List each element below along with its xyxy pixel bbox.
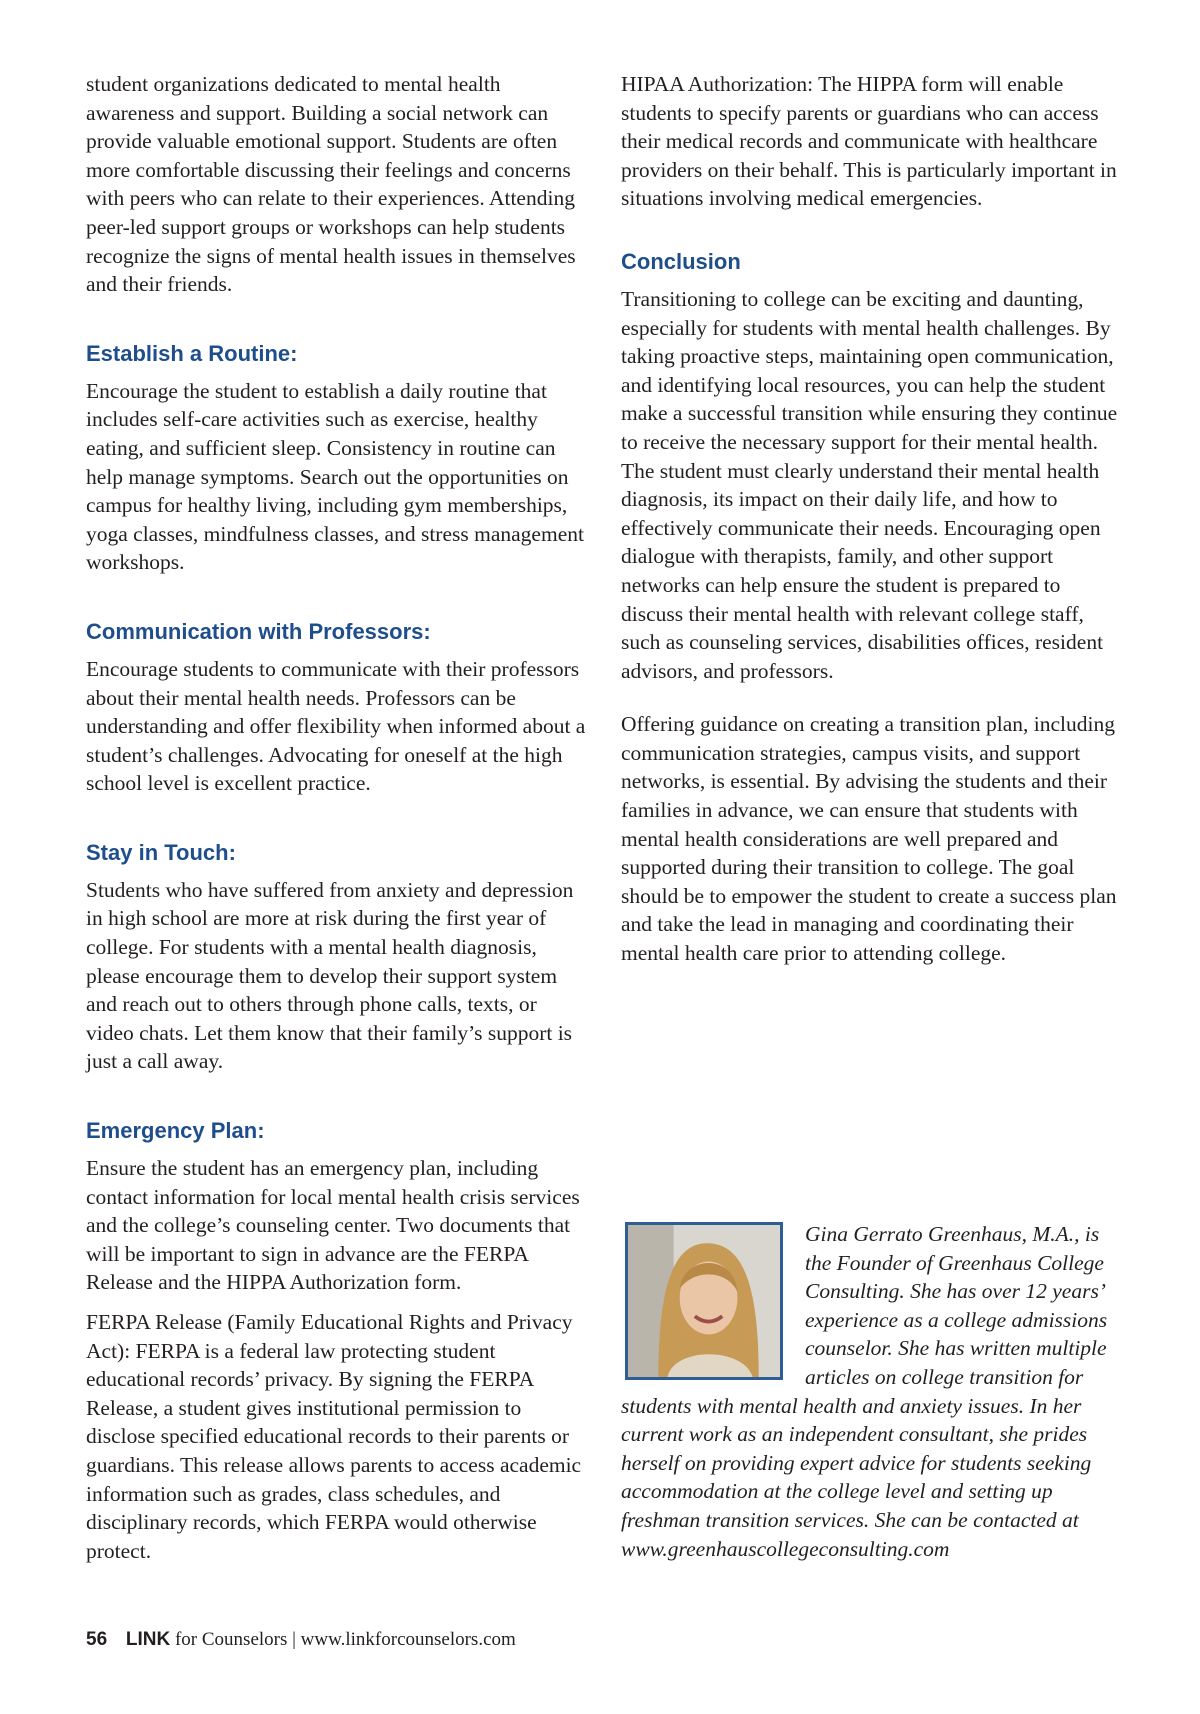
touch-paragraph: Students who have suffered from anxiety and depression in high school are more at risk during the first year of college. For students with a mental health diagnosis, please encourage them to develop their support system and reach out to others through phone calls, texts, or video chats. Let them know that their family’s support is just a call away. [86,877,574,1074]
emergency-paragraph: Ensure the student has an emergency plan, including contact information for local mental health crisis services and the college’s counseling center. Two documents that will be important to sign in advance are the FERPA Release and the HIPPA Authorization form. [86,1156,580,1295]
routine-heading: Establish a Routine: [86,340,298,366]
author-bio-text: Gina Gerrato Greenhaus, M.A., is the Founder of Greenhaus College Consulting. She has over 12 years’ experience as a college admissions counselor. She has written multiple articles on college transition for students with mental health and anxiety issues. In her current work as an independent consultant, she prides herself on providing expert advice for students seeking accommodation at the college level and setting up freshman transition services. She can be contacted at www.greenhauscollegeconsulting.com [621,1222,1108,1561]
footer-text: for Counselors | www.linkforcounselors.com [174,1629,516,1650]
footer-brand: LINK [125,1629,171,1650]
ferpa-paragraph: FERPA Release (Family Educational Rights and Privacy Act): FERPA is a federal law protecting student educational records’ privacy. By signing the FERPA Release, a student gives institutional permission to disclose specified educational records to their parents or guardians. This release allows parents to access academic information such as grades, class schedules, and disciplinary records, which FERPA would otherwise protect. [86,1310,582,1563]
touch-heading: Stay in Touch: [86,839,236,865]
author-portrait-image [628,1225,780,1377]
left-column [86,70,586,1576]
routine-paragraph: Encourage the student to establish a daily routine that includes self-care activities such as exercise, healthy eating, and sufficient sleep. Consistency in routine can help manage symptoms. Search out the opportunities on campus for healthy living, including gym memberships, yoga classes, mindfulness classes, and stress management workshops. [86,378,584,575]
conclusion-heading: Conclusion [621,248,741,274]
professors-paragraph: Encourage students to communicate with their professors about their mental health needs. Professors can be understanding and offer flexibility when informed about a student’s challenges. Advocating for oneself at the high school level is excellent practice. [86,656,586,796]
author-bio [621,1220,1126,1563]
emergency-heading: Emergency Plan: [86,1118,265,1144]
page-footer [86,1628,516,1652]
hipaa-paragraph: HIPAA Authorization: The HIPPA form will enable students to specify parents or guardians who can access their medical records and communicate with healthcare providers on their behalf. This is particularly important in situations involving medical emergencies. [621,72,1117,211]
intro-paragraph: student organizations dedicated to mental health awareness and support. Building a social network can provide valuable emotional support. Students are often more comfortable discussing their feelings and concerns with peers who can relate to their experiences. Attending peer-led support groups or workshops can help students recognize the signs of mental health issues in themselves and their friends. [86,72,576,297]
author-photo [625,1222,783,1380]
professors-heading: Communication with Professors: [86,618,431,644]
conclusion-paragraph-2: Offering guidance on creating a transition plan, including communication strategies, campus visits, and support networks, is essential. By advising the students and their families in advance, we can ensure that students with mental health considerations are well prepared and supported during their transition to college. The goal should be to empower the student to create a success plan and take the lead in managing and coordinating their mental health care prior to attending college. [621,712,1117,966]
page-number: 56 [86,1629,108,1650]
conclusion-paragraph-1: Transitioning to college can be exciting and daunting, especially for students with mental health challenges. By taking proactive steps, maintaining open communication, and identifying local resources, you can help the student make a successful transition while ensuring they continue to receive the necessary support for their mental health. The student must clearly understand their mental health diagnosis, its impact on their daily life, and how to effectively communicate their needs. Encouraging open dialogue with therapists, family, and other support networks can help ensure the student is prepared to discuss their mental health with relevant college staff, such as counseling services, disabilities offices, resident advisors, and professors. [621,286,1118,683]
right-column [621,70,1121,979]
